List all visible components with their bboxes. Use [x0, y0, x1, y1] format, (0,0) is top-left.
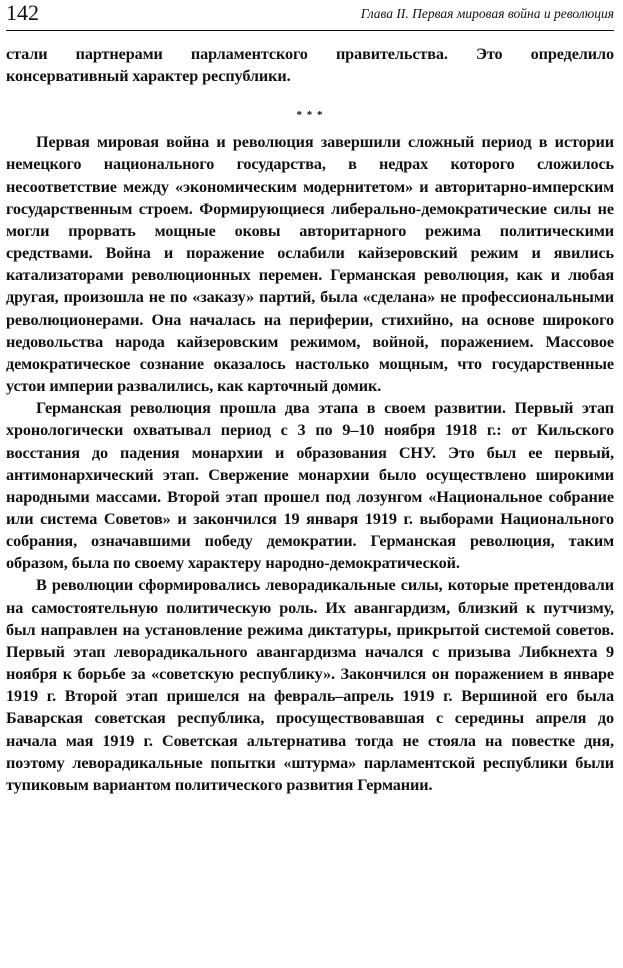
running-header	[6, 0, 614, 31]
chapter-title: Глава II. Первая мировая война и революция	[360, 6, 614, 21]
paragraph: Германская революция прошла два этапа в своем развитии. Первый этап хронологически охватывал период с 3 по 9–10 ноября 1918 г.: от Кильского восстания до падения монархии и образования СНУ. Это был ее первый, антимонархический этап. Свержение монархии было осуществлено широкими народными массами. Второй этап прошел под лозунгом «Национальное собрание или система Советов» и закончился 19 января 1919 г. выборами Национального собрания, означавшими победу демократии. Германская революция, таким образом, была по своему характеру народно-демократической.	[6, 399, 614, 573]
page-number: 142	[6, 0, 39, 25]
paragraph: В революции сформировались леворадикальные силы, которые претендовали на самостоятельную политическую роль. Их авангардизм, близкий к путчизму, был направлен на установление режима диктатуры, прикрытой системой советов. Первый этап леворадикального авангардизма начался с призыва Либкнехта 9 ноября к борьбе за «советскую республику». Закончился он поражением в январе 1919 г. Второй этап пришелся на февраль–апрель 1919 г. Вершиной его была Баварская советская республика, просуществовавшая с середины апреля до начала мая 1919 г. Советская альтернатива тогда не стояла на повестке дня, поэтому леворадикальные попытки «штурма» парламентской республики были тупиковым вариантом политического развития Германии.	[6, 576, 614, 794]
section-separator: * * *	[296, 109, 324, 122]
paragraph-continuation: стали партнерами парламентского правительства. Это определило консервативный характер республики.	[6, 45, 614, 86]
paragraph: Первая мировая война и революция завершили сложный период в истории немецкого национального государства, в недрах которого сложилось несоответствие между «экономическим модернитетом» и авторитарно-имперским государственным строем. Формирующиеся либерально-демократические силы не могли прорвать мощные оковы авторитарного режима политическими средствами. Война и поражение ослабили кайзеровский режим и явились катализаторами революционных перемен. Германская революция, как и любая другая, произошла не по «заказу» партий, была «сделана» не профессиональными революционерами. Она началась на периферии, стихийно, на основе широкого недовольства народа кайзеровским режимом, войной, поражением. Массовое демократическое сознание оказалось настолько мощным, что государственные устои империи развалились, как карточный домик.	[6, 133, 614, 396]
body-text	[6, 43, 614, 796]
